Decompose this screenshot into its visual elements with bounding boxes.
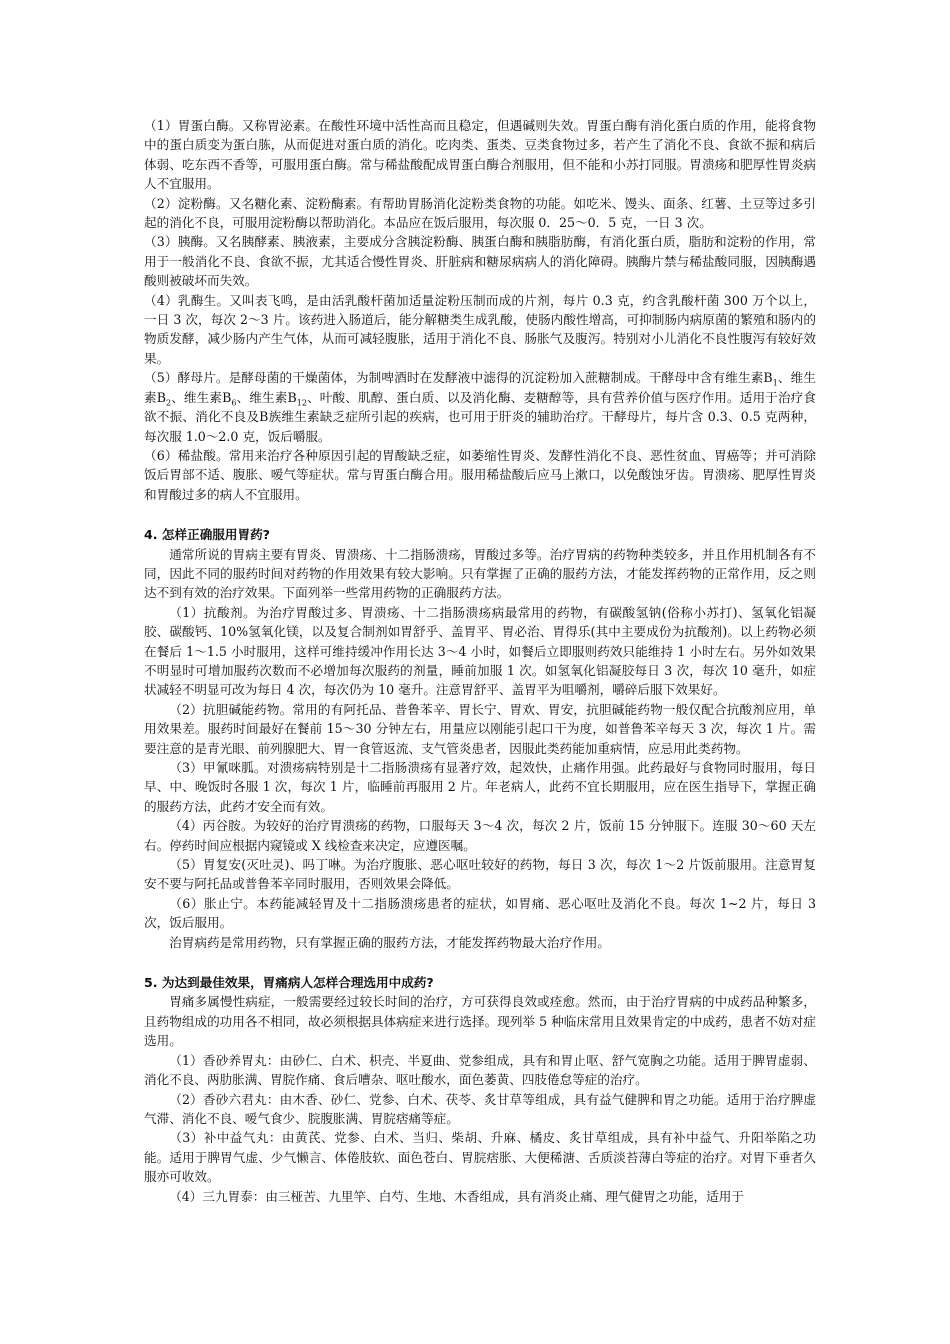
paragraph-zhangzhining: （6）胀止宁。本药能减轻胃及十二指肠溃疡患者的症状，如胃痛、恶心呕吐及消化不良。每次 1~2 片，每日 3 次，饭后服用。 (144, 895, 816, 931)
paragraph-sanjiu-weitai: （4）三九胃泰：由三桠苦、九里竿、白芍、生地、木香组成，具有消炎止痛、理气健胃之功能，适用于 (169, 1188, 744, 1204)
paragraph-amylase: （2）淀粉酶。又名糖化素、淀粉酶素。有帮助胃肠消化淀粉类食物的功能。如吃米、馒头、面条、红薯、土豆等过多引起的消化不良，可服用淀粉酶以帮助消化。本品应在饭后服用，每次服 0．25～0．5 克，一日 3 次。 (144, 195, 816, 231)
paragraph-pancreatin: （3）胰酶。又名胰酵素、胰液素，主要成分含胰淀粉酶、胰蛋白酶和胰脂肪酶，有消化蛋白质，脂肪和淀粉的作用，常用于一般消化不良、食欲不振，尤其适合慢性胃炎、肝脏病和糖尿病病人的消化障碍。胰酶片禁与稀盐酸同服，因胰酶遇酸则被破坏而失效。 (144, 234, 816, 289)
paragraph-pepsin: （1）胃蛋白酶。又称胃泌素。在酸性环境中活性高而且稳定，但遇碱则失效。胃蛋白酶有消化蛋白质的作用，能将食物中的蛋白质变为蛋白胨，从而促进对蛋白质的消化。吃肉类、蛋类、豆类食物过多，若产生了消化不良、食欲不振和病后体弱、吃东西不香等，可服用蛋白酶。常与稀盐酸配成胃蛋白酶合剂服用，但不能和小苏打同服。胃溃疡和肥厚性胃炎病人不宜服用。 (144, 118, 816, 192)
paragraph-xiangsha-liujun: （2）香砂六君丸：由木香、砂仁、党参、白术、茯苓、炙甘草等组成，具有益气健脾和胃之功能。适用于治疗脾虚气滞、消化不良、嗳气食少、脘腹胀满、胃脘痞痛等症。 (144, 1091, 816, 1126)
section-5-heading: 5. 为达到最佳效果，胃痛病人怎样合理选用中成药? (144, 975, 434, 991)
section-5-intro: 胃痛多属慢性病症，一般需要经过较长时间的治疗，方可获得良效或痊愈。然而，由于治疗胃病的中成药品种繁多，且药物组成的功用各不相同，故必须根据具体病症来进行选择。现列举 5 种临床常用且效果肯定的中成药，患者不妨对症选用。 (144, 994, 816, 1049)
paragraph-proglumide: （4）丙谷胺。为较好的治疗胃溃疡的药物，口服每天 3～4 次，每次 2 片，饭前 15 分钟服下。连服 30～60 天左右。停药时间应根据内窥镜或 X 线检查来决定，应遵医嘱。 (144, 818, 816, 853)
paragraph-buzhong-yiqi: （3）补中益气丸：由黄芪、党参、白术、当归、柴胡、升麻、橘皮、炙甘草组成，具有补中益气、升阳举陷之功能。适用于脾胃气虚、少气懒言、体倦肢软、面色苍白、胃脘痞胀、大便稀溏、舌质淡苔薄白等症的治疗。对胃下垂者久服亦可收效。 (144, 1130, 816, 1185)
paragraph-antacid: （1）抗酸剂。为治疗胃酸过多、胃溃疡、十二指肠溃疡病最常用的药物，有碳酸氢钠(俗称小苏打)、氢氧化铝凝胶、碳酸钙、10%氢氧化镁，以及复合制剂如胃舒乎、盖胃平、胃必治、胃得乐(其中主要成份为抗酸剂)。以上药物必须在餐后 1～1.5 小时服用，这样可维持缓冲作用长达 3～4 小时，如餐后立即服则药效只能维持 1 小时左右。另外如效果不明显时可增加服药次数而不必增加每次服药的剂量，睡前加服 1 次。如氢氧化铝凝胶每日 3 次，每次 10 毫升，如症状减轻不明显可改为每日 4 次，每次仍为 10 毫升。注意胃舒平、盖胃平为咀嚼剂，嚼碎后服下效果好。 (144, 604, 816, 698)
paragraph-xiangsha-yangwei: （1）香砂养胃丸：由砂仁、白术、枳壳、半夏曲、党参组成，具有和胃止呕、舒气宽胸之功能。适用于脾胃虚弱、消化不良、两肋胀满、胃脘作痛、食后嘈杂、呕吐酸水，面色萎黄、四肢倦怠等症的治疗。 (144, 1052, 816, 1088)
paragraph-yeast-tablet: （5）酵母片。是酵母菌的干燥菌体，为制啤酒时在发酵液中滤得的沉淀粉加入蔗糖制成。干酵母中含有维生素$B_1$、维生素$B_2$、维生素$B_6$、维生素$B_{12}$、叶酸、肌醇、蛋白质、以及消化酶、麦糖醇等，具有营养价值与医疗作用。适用于治疗食欲不振、消化不良及B族维生素缺乏症所引起的疾病，也可用于肝炎的辅助治疗。干酵母片，每片含 0.3、0.5 克两种，每次服 1.0～2.0 克，饭后嚼服。 (144, 370, 816, 444)
section-4-body (144, 545, 816, 953)
section-4-intro: 通常所说的胃病主要有胃炎、胃溃疡、十二指肠溃疡，胃酸过多等。治疗胃病的药物种类较多，并且作用机制各有不同，因此不同的服药时间对药物的作用效果有较大影响。只有掌握了正确的服药方法，才能发挥药物的正常作用，反之则达不到有效的治疗效果。下面列举一些常用药物的正确服药方法。 (144, 546, 816, 601)
section-4-heading: 4. 怎样正确服用胃药? (144, 527, 270, 543)
paragraph-cimetidine: （3）甲氰咪胍。对溃疡病特别是十二指肠溃疡有显著疗效，起效快，止痛作用强。此药最好与食物同时服用，每日早、中、晚饭时各服 1 次，每次 1 片，临睡前再服用 2 片。年老病人，此药不宜长期服用，应在医生指导下，掌握正确的服药方法，此药才安全而有效。 (144, 760, 816, 814)
paragraph-lactasin: （4）乳酶生。又叫表飞鸣，是由活乳酸杆菌加适量淀粉压制而成的片剂，每片 0.3 克，约含乳酸杆菌 300 万个以上，一日 3 次，每次 2～3 片。该药进入肠道后，能分解糖类生成乳酸，使肠内酸性增高，可抑制肠内病原菌的繁殖和肠内的物质发酵，减少肠内产生气体，从而可减轻腹胀，适用于消化不良、肠胀气及腹泻。特别对小儿消化不良性腹泻有较好效果。 (144, 292, 816, 366)
paragraph-dilute-hydrochloric-acid: （6）稀盐酸。常用来治疗各种原因引起的胃酸缺乏症，如萎缩性胃炎、发酵性消化不良、恶性贫血、胃癌等；并可消除饭后胃部不适、腹胀、嗳气等症状。常与胃蛋白酶合用。服用稀盐酸后应马上漱口，以免酸蚀牙齿。胃溃疡、肥厚性胃炎和胃酸过多的病人不宜服用。 (144, 447, 816, 502)
section-4-closing: 治胃病药是常用药物，只有掌握正确的服药方法，才能发挥药物最大治疗作用。 (169, 934, 610, 950)
section-5-body (144, 992, 816, 1205)
paragraph-anticholinergic: （2）抗胆碱能药物。常用的有阿托品、普鲁苯辛、胃长宁、胃欢、胃安，抗胆碱能药物一般仅配合抗酸剂应用，单用效果差。服药时间最好在餐前 15～30 分钟左右，用量应以刚能引起口干为度，如普鲁苯辛每天 3 次，每次 1 片。需要注意的是青光眼、前列腺肥大、胃一食管返流、支气管炎患者，因服此类药能加重病情，应忌用此类药物。 (144, 701, 816, 756)
paragraph-metoclopramide: （5）胃复安(灭吐灵)、吗丁啉。为治疗腹胀、恶心呕吐较好的药物，每日 3 次，每次 1～2 片饭前服用。注意胃复安不要与阿托品或普鲁苯辛同时服用，否则效果会降低。 (144, 857, 816, 892)
section-3-body (144, 116, 816, 504)
